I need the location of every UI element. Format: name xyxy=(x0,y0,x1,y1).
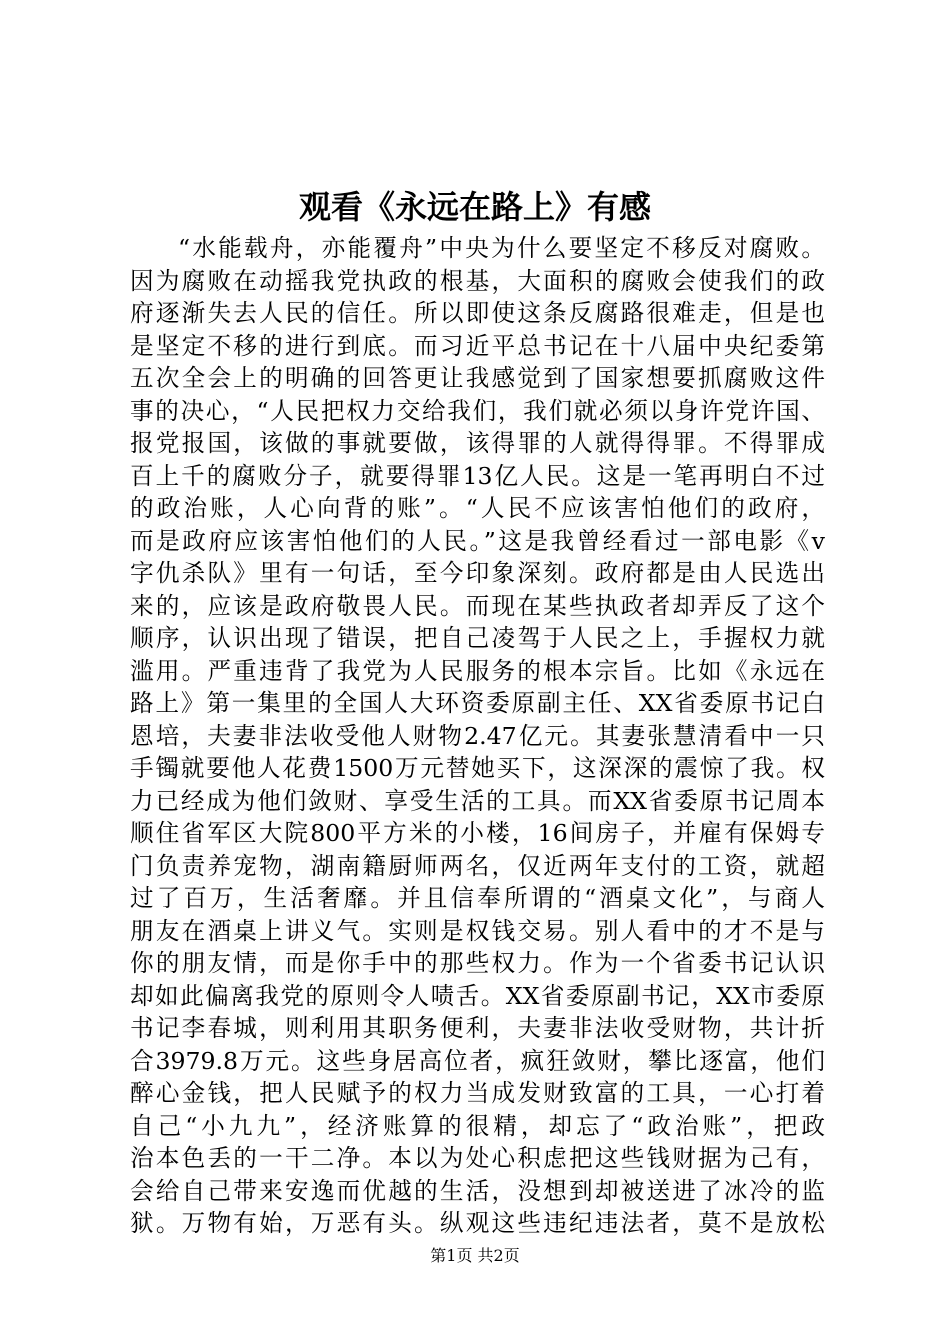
body-line: 字仇杀队》里有一句话，至今印象深刻。政府都是由人民选出 xyxy=(130,559,825,587)
body-line: “水能载舟，亦能覆舟”中央为什么要坚定不移反对腐败。 xyxy=(178,234,825,262)
body-line: 合3979.8万元。这些身居高位者，疯狂敛财，攀比逐富，他们 xyxy=(130,1046,825,1075)
body-line: 而是政府应该害怕他们的人民。”这是我曾经看过一部电影《v xyxy=(130,526,825,555)
document-title: 观看《永远在路上》有感 xyxy=(298,188,651,226)
body-line: 百上千的腐败分子，就要得罪13亿人民。这是一笔再明白不过 xyxy=(130,461,825,490)
body-line: 书记李春城，则利用其职务便利，夫妻非法收受财物，共计折 xyxy=(130,1014,825,1042)
body-paragraph xyxy=(130,232,825,1240)
body-line: 路上》第一集里的全国人大环资委原副主任、XX省委原书记白 xyxy=(130,689,825,717)
body-line: 治本色丢的一干二净。本以为处心积虑把这些钱财据为己有， xyxy=(130,1144,825,1172)
body-line: 五次全会上的明确的回答更让我感觉到了国家想要抓腐败这件 xyxy=(130,364,825,392)
body-line: 顺住省军区大院800平方米的小楼，16间房子，并雇有保姆专 xyxy=(130,819,825,847)
body-line: 却如此偏离我党的原则令人啧舌。XX省委原副书记，XX市委原 xyxy=(130,981,825,1010)
body-line: 事的决心，“人民把权力交给我们，我们就必须以身许党许国、 xyxy=(130,396,825,425)
body-line: 过了百万，生活奢靡。并且信奉所谓的“酒桌文化”，与商人 xyxy=(130,884,825,912)
body-line: 报党报国，该做的事就要做，该得罪的人就得得罪。不得罪成 xyxy=(130,429,825,457)
body-line: 是坚定不移的进行到底。而习近平总书记在十八届中央纪委第 xyxy=(130,331,825,360)
body-line: 力已经成为他们敛财、享受生活的工具。而XX省委原书记周本 xyxy=(130,786,825,815)
body-line: 朋友在酒桌上讲义气。实则是权钱交易。别人看中的才不是与 xyxy=(130,916,825,945)
body-line: 滥用。严重违背了我党为人民服务的根本宗旨。比如《永远在 xyxy=(130,656,825,685)
body-line: 因为腐败在动摇我党执政的根基，大面积的腐败会使我们的政 xyxy=(130,266,825,295)
page-number-footer: 第1页 共2页 xyxy=(430,1246,520,1265)
body-line: 手镯就要他人花费1500万元替她买下，这深深的震惊了我。权 xyxy=(130,754,825,782)
body-line: 来的，应该是政府敬畏人民。而现在某些执政者却弄反了这个 xyxy=(130,591,825,620)
body-line: 会给自己带来安逸而优越的生活，没想到却被送进了冰冷的监 xyxy=(130,1176,825,1205)
body-line: 狱。万物有始，万恶有头。纵观这些违纪违法者，莫不是放松 xyxy=(130,1209,825,1237)
body-line: 自己“小九九”，经济账算的很精，却忘了“政治账”，把政 xyxy=(130,1111,825,1140)
body-line: 府逐渐失去人民的信任。所以即使这条反腐路很难走，但是也 xyxy=(130,299,825,327)
body-line: 顺序，认识出现了错误，把自己凌驾于人民之上，手握权力就 xyxy=(130,624,825,652)
body-line: 恩培，夫妻非法收受他人财物2.47亿元。其妻张慧清看中一只 xyxy=(130,721,825,750)
body-line: 门负责养宠物，湖南籍厨师两名，仅近两年支付的工资，就超 xyxy=(130,851,825,880)
body-line: 的政治账，人心向背的账”。“人民不应该害怕他们的政府， xyxy=(130,494,825,522)
body-line: 醉心金钱，把人民赋予的权力当成发财致富的工具，一心打着 xyxy=(130,1079,825,1107)
body-line: 你的朋友情，而是你手中的那些权力。作为一个省委书记认识 xyxy=(130,949,825,977)
